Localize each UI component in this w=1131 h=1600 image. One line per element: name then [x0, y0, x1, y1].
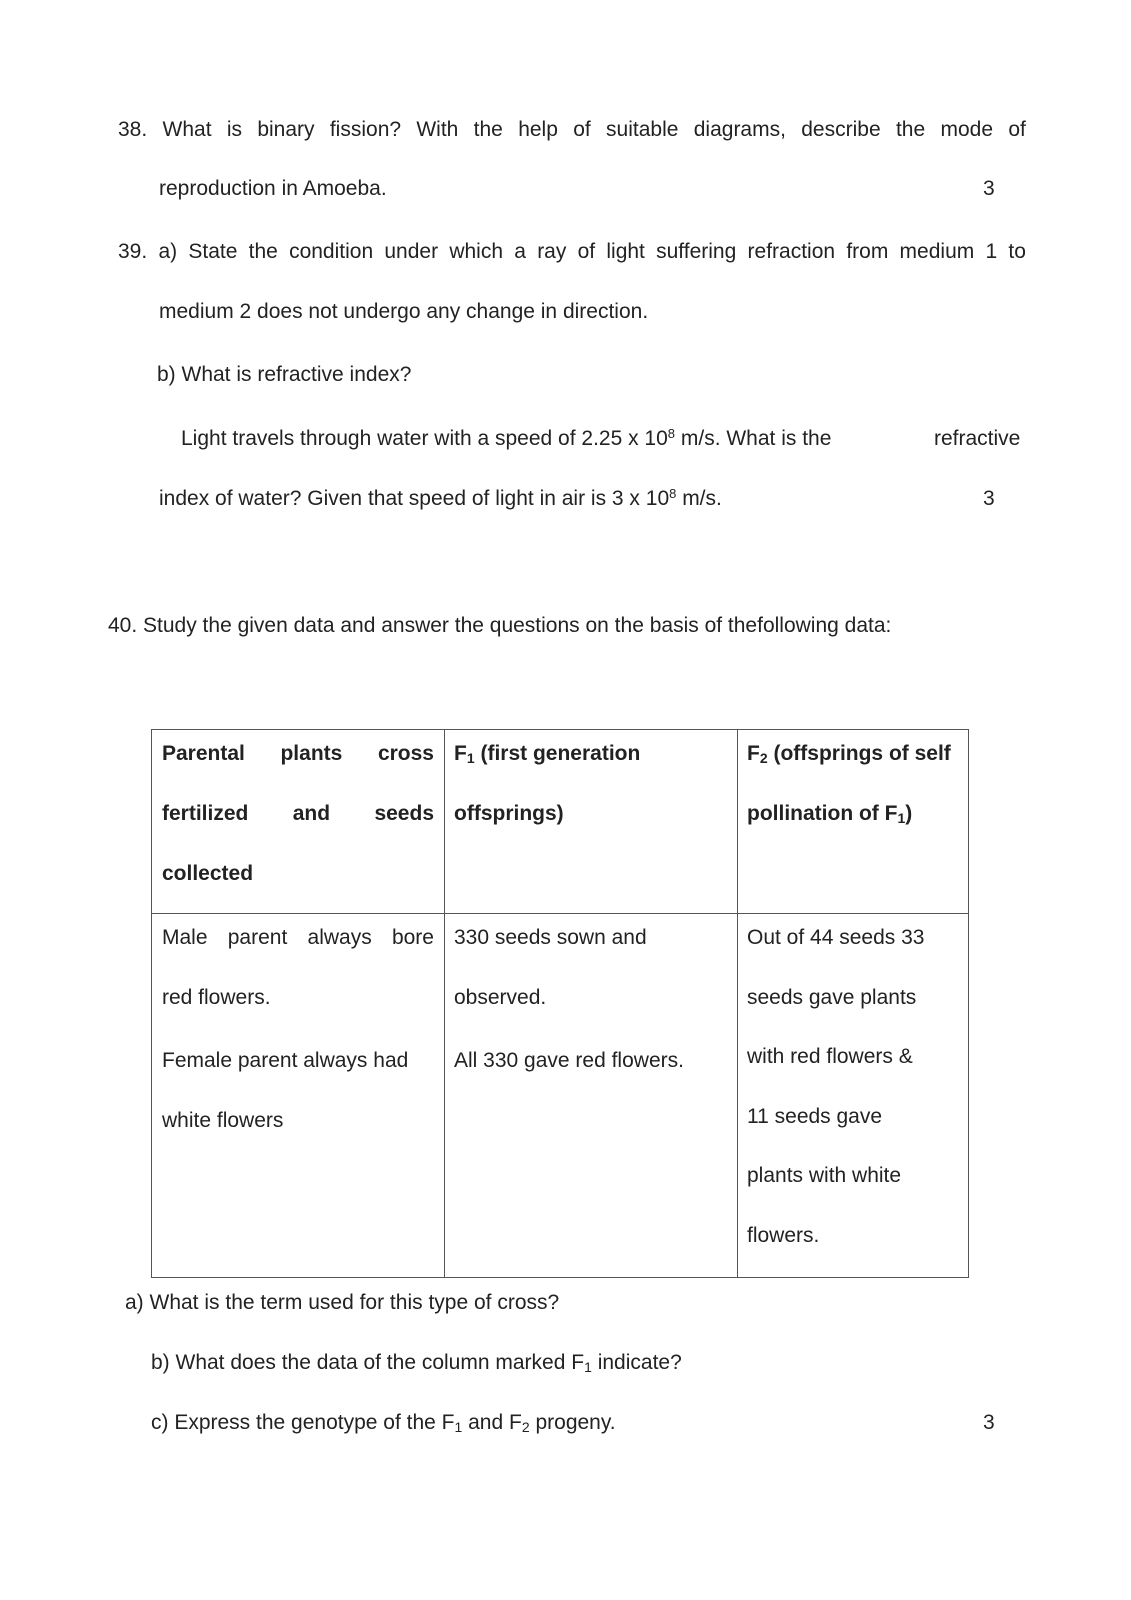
q38-line2: reproduction in Amoeba. — [159, 177, 387, 200]
table-divider — [737, 730, 738, 1277]
cell-line: fertilized and seeds — [162, 802, 434, 825]
cell-line: $F_1$ (first generation — [454, 742, 641, 766]
cell-line: offsprings) — [454, 802, 564, 825]
cell-line: flowers. — [747, 1224, 820, 1247]
q38-line1: 38. What is binary fission? With the help of suitable diagrams, describe the mode of — [118, 118, 1026, 141]
cell-line: red flowers. — [162, 986, 271, 1009]
cell-line: Out of 44 seeds 33 — [747, 926, 925, 949]
cell-line: plants with white — [747, 1164, 902, 1187]
cell-line: with red flowers & — [747, 1045, 913, 1068]
q40-part-b: b) What does the data of the column marked $F_1$ indicate? — [151, 1351, 682, 1375]
data-table — [151, 729, 969, 1278]
q39-b-question: b) What is refractive index? — [157, 363, 412, 386]
cell-line: Male parent always bore — [162, 926, 434, 949]
q40-part-c: c) Express the genotype of the $F_1$ and $F_2$ progeny. — [151, 1411, 616, 1435]
q39-line2: medium 2 does not undergo any change in direction. — [159, 300, 649, 323]
q39-number: 39. — [118, 240, 148, 263]
q40-intro: 40. Study the given data and answer the questions on the basis of thefollowing data: — [108, 614, 892, 637]
cell-line: All 330 gave red flowers. — [454, 1049, 684, 1072]
cell-line: seeds gave plants — [747, 986, 917, 1009]
cell-line: white flowers — [162, 1109, 284, 1132]
table-divider — [152, 913, 968, 914]
q40-marks: 3 — [983, 1411, 995, 1434]
q38-number: 38. — [118, 118, 148, 141]
q39-b-line1: Light travels through water with a speed of 2.25 x $10^8$ m/s. What is the — [181, 426, 832, 450]
cell-line: collected — [162, 862, 254, 885]
cell-line: Female parent always had — [162, 1049, 409, 1072]
cell-line: $F_2$ (offsprings of self — [747, 742, 951, 766]
cell-line: 11 seeds gave — [747, 1105, 883, 1128]
cell-line: Parental plants cross — [162, 742, 434, 765]
q38-marks: 3 — [983, 177, 995, 200]
cell-line: 330 seeds sown and — [454, 926, 647, 949]
q39-b-line2: index of water? Given that speed of light in air is 3 x $10^8$ m/s. — [159, 486, 722, 510]
q39-line1: 39. a) State the condition under which a ray of light suffering refraction from medium 1 to — [118, 240, 1026, 263]
table-divider — [444, 730, 445, 1277]
cell-line: pollination of $F_1$) — [747, 802, 913, 826]
q39-b-line1-end: refractive — [934, 427, 1021, 450]
q40-part-a: a) What is the term used for this type of cross? — [125, 1291, 560, 1314]
q39-marks: 3 — [983, 487, 995, 510]
cell-line: observed. — [454, 986, 547, 1009]
